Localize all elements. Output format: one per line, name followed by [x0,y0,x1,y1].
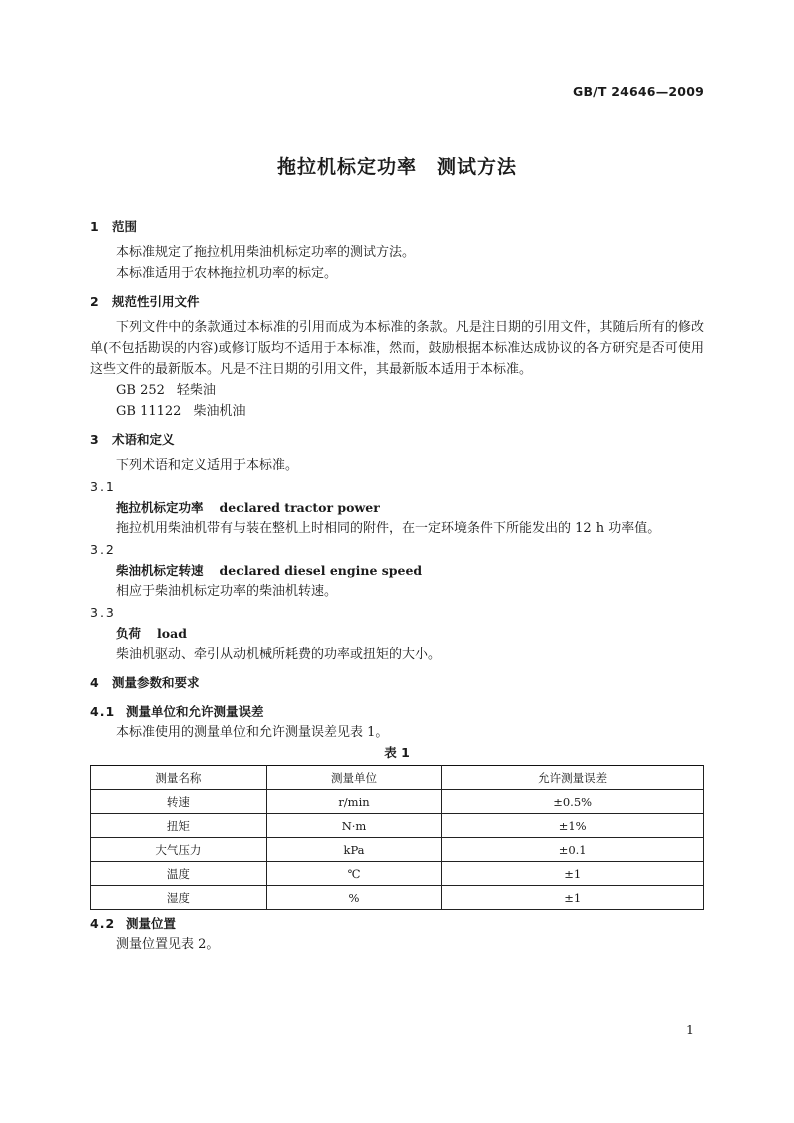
subsection-title: 测量位置 [126,916,177,931]
section-title: 术语和定义 [112,432,175,447]
paragraph: 测量位置见表 2。 [116,937,220,952]
table-header-cell: 允许测量误差 [442,766,704,790]
subsection-4-1-heading [90,701,704,722]
paragraph: 本标准规定了拖拉机用柴油机标定功率的测试方法。 [116,245,416,260]
clause-number: 3.2 [90,542,116,557]
paragraph: 本标准适用于农林拖拉机功率的标定。 [116,266,338,281]
table-cell: 大气压力 [91,838,267,862]
term-definition: 拖拉机用柴油机带有与装在整机上时相同的附件，在一定环境条件下所能发出的 12 h 功率值。 [116,521,661,536]
section-title: 范围 [112,219,138,234]
term-zh: 负荷 [116,626,142,641]
paragraph: 下列文件中的条款通过本标准的引用而成为本标准的条款。凡是注日期的引用文件，其随后所有的修改单(不包括勘误的内容)或修订版均不适用于本标准，然而，鼓励根据本标准达成协议的各方研究是否可使用这些文件的最新版本。凡是不注日期的引用文件，其最新版本适用于本标准。 [90,320,704,377]
table-caption: 表 1 [384,745,410,760]
section-number: 3 [90,432,99,447]
table-cell: ±0.5% [442,790,704,814]
reference-name: 轻柴油 [176,383,216,398]
section-1-heading [90,212,704,242]
document-body [90,212,704,955]
table-cell: r/min [266,790,442,814]
table-cell: 扭矩 [91,814,267,838]
page-number: 1 [686,1022,694,1037]
subsection-title: 测量单位和允许测量误差 [126,704,264,719]
reference-item [90,380,704,401]
table-cell: ℃ [266,862,442,886]
section-3-heading [90,425,704,455]
term-en: declared diesel engine speed [219,563,423,578]
measurement-table [90,765,704,910]
term-definition: 相应于柴油机标定功率的柴油机转速。 [116,584,338,599]
reference-code: GB 252 [116,383,165,398]
table-header-row [91,766,704,790]
subsection-number: 4.1 [90,704,116,719]
subsection-number: 4.2 [90,916,116,931]
reference-item [90,401,704,422]
table-cell: 温度 [91,862,267,886]
section-title: 规范性引用文件 [112,294,200,309]
section-number: 2 [90,294,99,309]
table-cell: ±1% [442,814,704,838]
table-header-cell: 测量名称 [91,766,267,790]
paragraph: 本标准使用的测量单位和允许测量误差见表 1。 [116,725,389,740]
table-row [91,862,704,886]
table-row [91,838,704,862]
term-entry [90,497,704,518]
table-cell: 湿度 [91,886,267,910]
term-definition: 柴油机驱动、牵引从动机械所耗费的功率或扭矩的大小。 [116,647,442,662]
table-cell: N·m [266,814,442,838]
table-row [91,790,704,814]
term-entry [90,560,704,581]
reference-code: GB 11122 [116,404,182,419]
table-header-cell: 测量单位 [266,766,442,790]
table-cell: ±0.1 [442,838,704,862]
term-en: load [157,626,187,641]
document-title: 拖拉机标定功率 测试方法 [276,156,517,178]
section-2-heading [90,287,704,317]
term-en: declared tractor power [219,500,380,515]
table-cell: ±1 [442,862,704,886]
reference-name: 柴油机油 [193,404,246,419]
table-row [91,886,704,910]
table-cell: % [266,886,442,910]
section-4-heading [90,668,704,698]
term-entry [90,623,704,644]
clause-number: 3.3 [90,605,116,620]
standard-code: GB/T 24646—2009 [572,84,704,99]
paragraph: 下列术语和定义适用于本标准。 [116,458,299,473]
clause-number: 3.1 [90,479,116,494]
term-zh: 拖拉机标定功率 [116,500,204,515]
section-title: 测量参数和要求 [112,675,200,690]
term-zh: 柴油机标定转速 [116,563,204,578]
table-cell: 转速 [91,790,267,814]
section-number: 4 [90,675,99,690]
table-cell: ±1 [442,886,704,910]
subsection-4-2-heading [90,913,704,934]
table-row [91,814,704,838]
table-cell: kPa [266,838,442,862]
section-number: 1 [90,219,99,234]
